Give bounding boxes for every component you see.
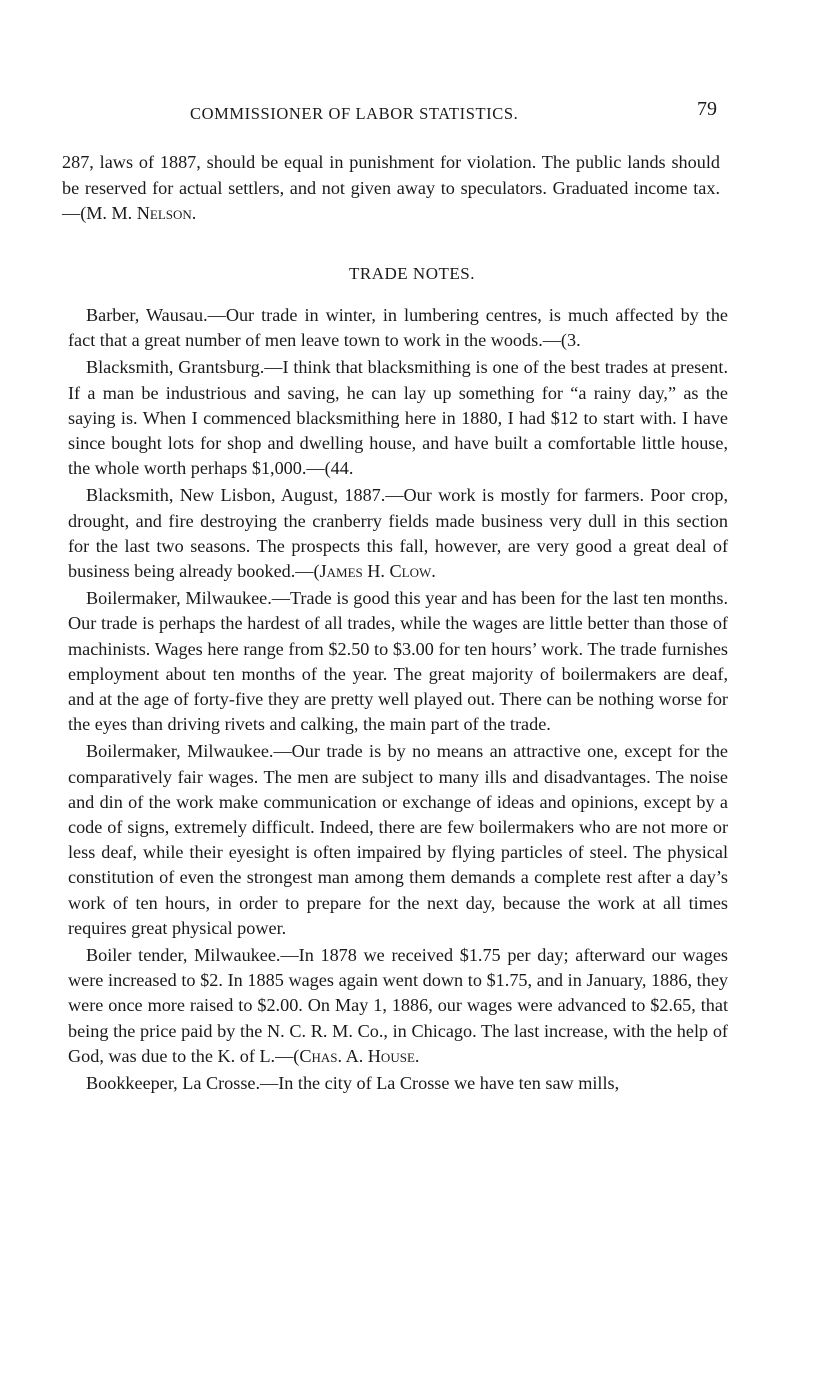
page-number: 79	[697, 98, 717, 120]
note-text: Blacksmith, New Lisbon, August, 1887.—Our work is mostly for farmers. Poor crop, drought, and fire destroying the cranberry fields made business very dull in this section for the last two seasons. The prospects this fall, however, are very good a great deal of business being already booked.—(	[68, 485, 728, 582]
running-header	[60, 98, 760, 128]
trade-note-blacksmith-grantsburg	[68, 355, 728, 481]
note-text: Barber, Wausau.—Our trade in winter, in lumbering centres, is much affected by the fact that a great number of men leave town to work in the woods.—(3.	[68, 305, 728, 351]
trade-note-bookkeeper-la-crosse	[68, 1071, 728, 1096]
trade-note-boilermaker-milwaukee-2	[68, 739, 728, 941]
note-text: Bookkeeper, La Crosse.—In the city of La Crosse we have ten saw mills,	[86, 1073, 620, 1094]
note-text: Boiler tender, Milwaukee.—In 1878 we received $1.75 per day; afterward our wages were increased to $2. In 1885 wages again went down to $1.75, and in January, 1886, they were once more raised to $2.00. On May 1, 1886, our wages were advanced to $2.65, that being the price paid by the N. C. R. M. Co., in Chicago. The last increase, with the help of God, was due to the K. of L.—(	[68, 945, 728, 1066]
intro-text: 287, laws of 1887, should be equal in punishment for violation. The public lands should be reserved for actual settlers, and not given away to speculators. Graduated income tax.—(	[62, 152, 720, 224]
section-heading: TRADE NOTES.	[349, 264, 475, 283]
note-text: Boilermaker, Milwaukee.—Trade is good this year and has been for the last ten months. Our trade is perhaps the hardest of all trades, while the wages are little better than those of machinists. Wages here range from $2.50 to $3.00 for ten hours’ work. The trade furnishes employment about ten months of the year. The great majority of boilermakers are deaf, and at the age of forty-five they are pretty well played out. There can be nothing worse for the eyes than driving rivets and calking, the main part of the trade.	[68, 588, 728, 735]
note-text: Blacksmith, Grantsburg.—I think that blacksmithing is one of the best trades at present. If a man be industrious and saving, he can lay up something for “a rainy day,” as the saying is. When I commenced blacksmithing here in 1880, I had $12 to start with. I have since bought lots for shop and dwelling house, and have built a comfortable little house, the whole worth perhaps $1,000.—(44.	[68, 357, 728, 479]
note-text: Boilermaker, Milwaukee.—Our trade is by no means an attractive one, except for the comparatively fair wages. The men are subject to many ills and disadvantages. The noise and din of the work make communication or exchange of ideas and opinions, except by a code of signs, extremely difficult. Indeed, there are few boilermakers who are not more or less deaf, while their eyesight is often impaired by flying particles of steel. The physical constitution of even the strongest man among them demands a complete rest after a day’s work of ten hours, in order to prepare for the next day, because the work at all times requires great physical power.	[68, 741, 728, 938]
trade-notes-list	[68, 303, 728, 1098]
intro-signature: M. M. Nelson.	[86, 203, 197, 224]
trade-note-boiler-tender-milwaukee	[68, 943, 728, 1069]
intro-paragraph	[62, 150, 720, 227]
trade-note-blacksmith-new-lisbon	[68, 483, 728, 584]
trade-note-barber-wausau	[68, 303, 728, 353]
running-title: COMMISSIONER OF LABOR STATISTICS.	[190, 104, 519, 123]
note-signature: Chas. A. House.	[299, 1045, 420, 1066]
trade-note-boilermaker-milwaukee-1	[68, 586, 728, 737]
note-signature: James H. Clow.	[319, 561, 436, 582]
